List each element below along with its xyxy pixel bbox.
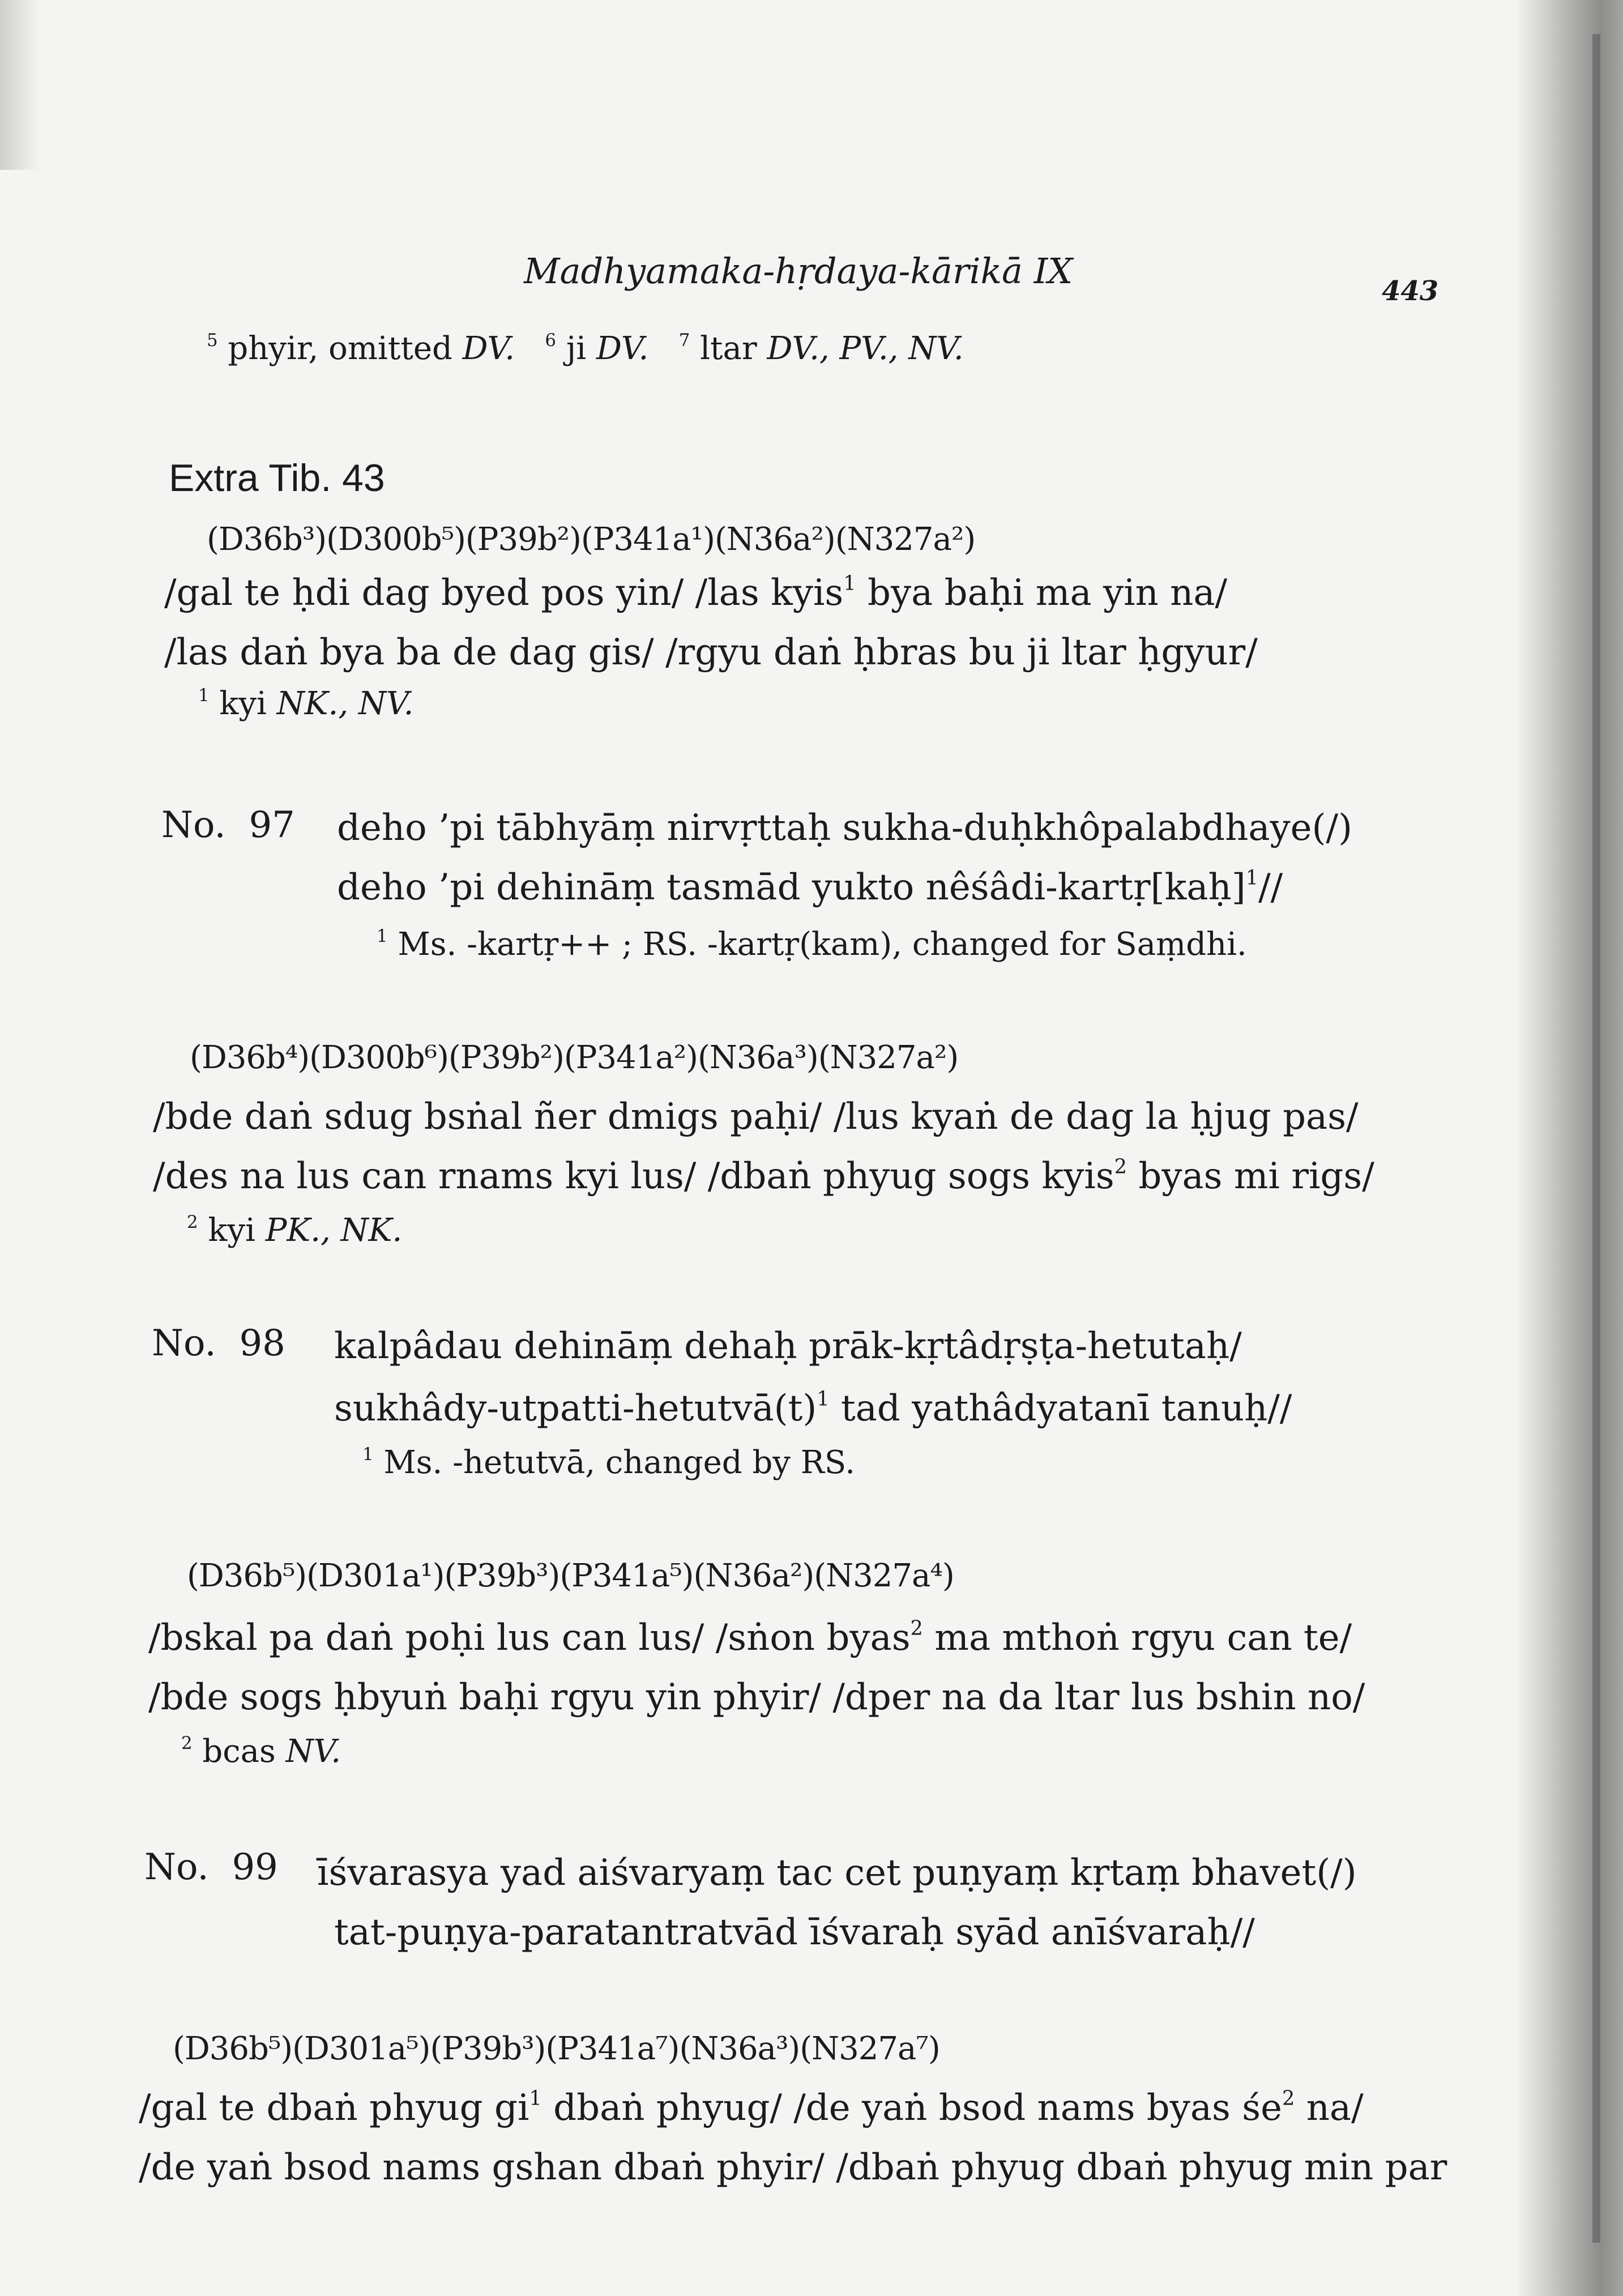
binding-edge-line <box>1592 34 1600 2243</box>
tibetan-line: /de yaṅ bsod nams gshan dbaṅ phyir/ /dbaṅ phyug dbaṅ phyug min par <box>139 2146 1447 2188</box>
tibetan-text: dbaṅ phyug/ /de yaṅ bsod nams byas śe <box>553 2087 1282 2129</box>
canon-references: (D36b⁵)(D301a⁵)(P39b³)(P341a⁷)(N36a³)(N327a⁷) <box>173 2030 940 2067</box>
footnote-text: ltar <box>700 330 757 367</box>
sanskrit-text: tad yathâdyatanī tanuḥ// <box>841 1388 1292 1429</box>
tibetan-text: /gal te dbaṅ phyug gi <box>139 2087 529 2129</box>
verse-value: 99 <box>232 1846 278 1888</box>
footnote <box>181 1732 341 1770</box>
footnote-text: kyi <box>219 685 267 722</box>
scan-margin-shadow <box>0 0 40 170</box>
tibetan-text: ma mthoṅ rgyu can te/ <box>934 1617 1352 1659</box>
verse-number <box>144 1846 278 1888</box>
footnote-text: Ms. -kartṛ++ ; RS. -kartṛ(kam), changed for Saṃdhi. <box>398 926 1247 963</box>
running-title: Madhyamaka-hṛdaya-kārikā IX <box>524 250 1073 292</box>
tibetan-line <box>153 1155 1374 1197</box>
footnote <box>377 925 1247 963</box>
tibetan-text: /gal te ḥdi dag byed pos yin/ /las kyis <box>164 572 844 614</box>
tibetan-text: na/ <box>1306 2087 1364 2129</box>
footnote-mark: 1 <box>377 925 388 946</box>
page-number: 443 <box>1382 275 1439 307</box>
sanskrit-text: // <box>1258 867 1283 908</box>
footnote-mark: 7 <box>678 330 690 351</box>
footnote-mark: 2 <box>181 1732 193 1753</box>
footnote-sigla: DV. <box>462 330 515 367</box>
footnote-mark: 2 <box>910 1616 923 1640</box>
footnote-text: phyir, omitted <box>228 330 452 367</box>
footnote-mark: 2 <box>187 1211 198 1232</box>
sanskrit-line <box>334 1387 1292 1429</box>
footnote-sigla: NV. <box>285 1733 341 1770</box>
tibetan-line: /las daṅ bya ba de dag gis/ /rgyu daṅ ḥbras bu ji ltar ḥgyur/ <box>164 631 1258 673</box>
footnote-sigla: PK., NK. <box>265 1212 403 1249</box>
footnote-sigla: DV., PV., NV. <box>767 330 964 367</box>
tibetan-line <box>139 2086 1364 2129</box>
footnote-text: kyi <box>208 1212 255 1249</box>
canon-references: (D36b³)(D300b⁵)(P39b²)(P341a¹)(N36a²)(N327a²) <box>207 521 976 558</box>
footnote-text: ji <box>566 330 587 367</box>
footnote-mark: 1 <box>1245 866 1259 890</box>
sanskrit-line: deho ’pi tābhyāṃ nirvṛttaḥ sukha-duḥkhôpalabdhaye(/) <box>337 807 1353 849</box>
tibetan-text: /bskal pa daṅ poḥi lus can lus/ /sṅon byas <box>148 1617 911 1659</box>
verse-label: No. <box>161 804 226 846</box>
sanskrit-line: tat-puṇya-paratantratvād īśvaraḥ syād anīśvaraḥ// <box>334 1911 1255 1953</box>
footnote-mark: 6 <box>545 330 557 351</box>
tibetan-line <box>148 1616 1352 1659</box>
sanskrit-line: kalpâdau dehināṃ dehaḥ prāk-kṛtâdṛṣṭa-hetutaḥ/ <box>334 1325 1242 1367</box>
canon-references: (D36b⁵)(D301a¹)(P39b³)(P341a⁵)(N36a²)(N327a⁴) <box>187 1557 954 1594</box>
footnote-mark: 1 <box>817 1387 830 1411</box>
footnote-mark: 2 <box>1114 1155 1127 1179</box>
sanskrit-text: sukhâdy-utpatti-hetutvā(t) <box>334 1388 817 1429</box>
tibetan-line: /bde daṅ sdug bsṅal ñer dmigs paḥi/ /lus kyaṅ de dag la ḥjug pas/ <box>153 1096 1359 1138</box>
verse-label: No. <box>152 1322 216 1364</box>
binding-edge-shadow <box>1515 0 1623 2296</box>
footnote-text: bcas <box>202 1733 276 1770</box>
verse-value: 97 <box>249 804 295 846</box>
tibetan-text: byas mi rigs/ <box>1138 1155 1374 1197</box>
tibetan-text: /des na lus can rnams kyi lus/ /dbaṅ phyug sogs kyis <box>153 1155 1114 1197</box>
verse-label: No. <box>144 1846 209 1888</box>
sanskrit-text: deho ’pi dehināṃ tasmād yukto nêśâdi-kartṛ[kaḥ] <box>337 867 1246 908</box>
footnote <box>187 1211 403 1249</box>
footnote-mark: 5 <box>207 330 218 351</box>
sanskrit-line <box>337 866 1283 908</box>
footnote-text: Ms. -hetutvā, changed by RS. <box>383 1444 856 1481</box>
footnote-mark: 2 <box>1282 2086 1295 2110</box>
footnote-mark: 1 <box>362 1444 374 1465</box>
footnote-mark: 1 <box>843 571 856 595</box>
footnotes-continued <box>207 330 964 367</box>
tibetan-line <box>164 571 1228 614</box>
section-heading: Extra Tib. 43 <box>169 456 385 500</box>
tibetan-text: bya baḥi ma yin na/ <box>867 572 1228 614</box>
verse-number <box>152 1322 285 1364</box>
verse-value: 98 <box>239 1322 285 1364</box>
footnote <box>362 1444 856 1481</box>
footnote <box>198 685 414 722</box>
footnote-mark: 1 <box>529 2086 542 2110</box>
footnote-mark: 1 <box>198 685 210 706</box>
verse-number <box>161 804 295 846</box>
canon-references: (D36b⁴)(D300b⁶)(P39b²)(P341a²)(N36a³)(N327a²) <box>190 1039 959 1076</box>
sanskrit-line: īśvarasya yad aiśvaryaṃ tac cet puṇyaṃ kṛtaṃ bhavet(/) <box>317 1852 1357 1894</box>
tibetan-line: /bde sogs ḥbyuṅ baḥi rgyu yin phyir/ /dper na da ltar lus bshin no/ <box>148 1676 1365 1718</box>
footnote-sigla: NK., NV. <box>276 685 414 722</box>
footnote-sigla: DV. <box>596 330 649 367</box>
